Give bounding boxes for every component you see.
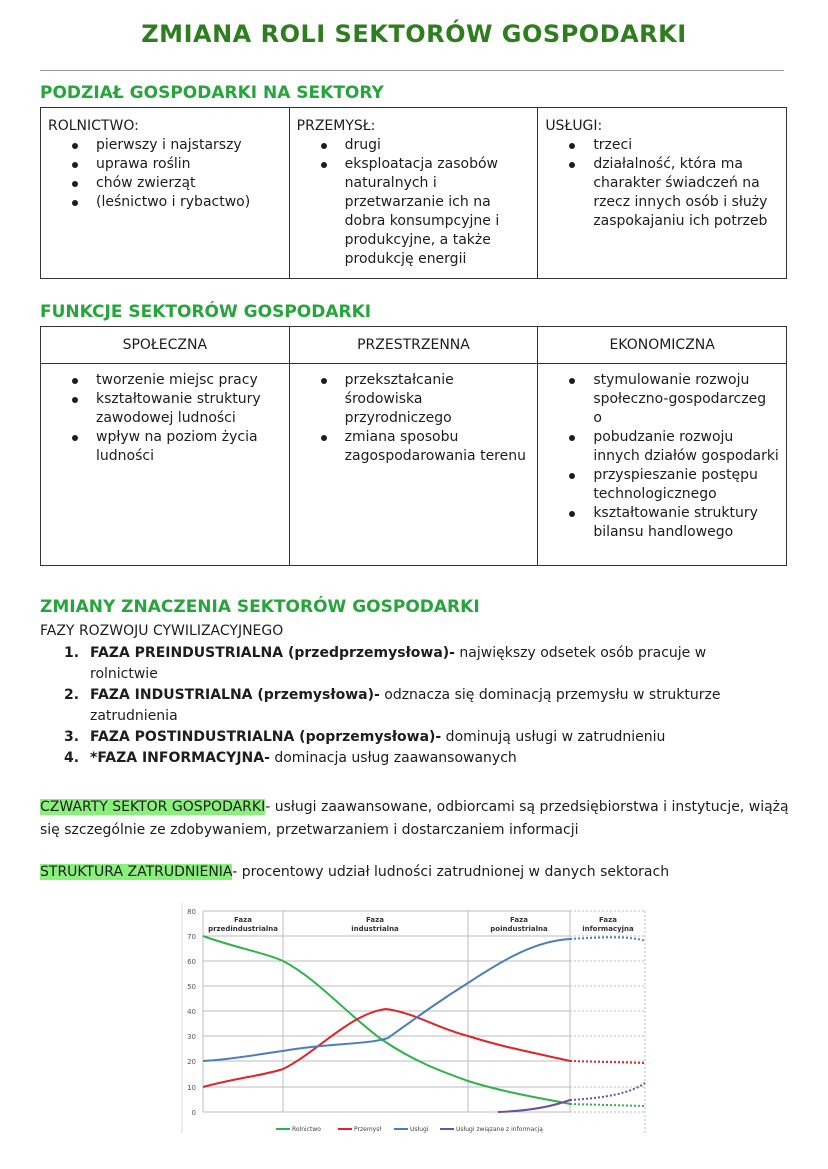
phase-desc: dominacja usług zaawansowanych [269, 750, 517, 766]
svg-text:0: 0 [191, 1109, 196, 1117]
list-item: zmiana sposobu zagospodarowania terenu [345, 428, 531, 466]
list-item: stymulowanie rozwoju społeczno-gospodarczeg o [593, 371, 779, 428]
sectors-table [40, 107, 787, 279]
list-item: pierwszy i najstarszy [96, 136, 282, 155]
phase-item: 1. FAZA PREINDUSTRIALNA (przedprzemysłowa)- największy odsetek osób pracuje w rolnictwie [64, 645, 707, 682]
svg-text:20: 20 [187, 1058, 196, 1066]
section-heading-functions: FUNKCJE SEKTORÓW GOSPODARKI [40, 302, 372, 322]
svg-text:Usługi związane z informacją: Usługi związane z informacją [456, 1126, 543, 1133]
svg-text:informacyjna: informacyjna [582, 925, 634, 933]
list-item: kształtowanie struktury zawodowej ludności [96, 390, 282, 428]
highlighted-term: STRUKTURA ZATRUDNIENIA [40, 864, 233, 880]
phase-name: FAZA POSTINDUSTRIALNA (poprzemysłowa)- [90, 729, 442, 745]
svg-text:Przemysł: Przemysł [354, 1126, 382, 1133]
svg-text:Faza: Faza [234, 916, 252, 924]
list-item: wpływ na poziom życia ludności [96, 428, 282, 466]
list-item: tworzenie miejsc pracy [96, 371, 282, 390]
sector-cell-services [538, 108, 787, 279]
function-header: SPOŁECZNA [41, 327, 290, 364]
page-title: ZMIANA ROLI SEKTORÓW GOSPODARKI [141, 20, 687, 48]
sector-cell-industry [289, 108, 538, 279]
sector-label: PRZEMYSŁ: [296, 118, 376, 134]
svg-text:80: 80 [187, 908, 196, 916]
function-cell-social [41, 364, 290, 566]
list-item: kształtowanie struktury bilansu handlowego [593, 504, 779, 542]
svg-text:poindustrialna: poindustrialna [490, 925, 548, 933]
sector-label: ROLNICTWO: [48, 118, 139, 134]
sector-label: USŁUGI: [545, 118, 603, 134]
svg-text:30: 30 [187, 1033, 196, 1041]
phase-desc: odznacza się dominacją przemysłu w strukturze zatrudnienia [90, 687, 721, 724]
svg-text:Faza: Faza [599, 916, 617, 924]
svg-text:10: 10 [187, 1084, 196, 1092]
phase-desc: dominują usługi w zatrudnieniu [441, 729, 666, 745]
section-heading-changes: ZMIANY ZNACZENIA SEKTORÓW GOSPODARKI [40, 597, 480, 617]
phase-item: 2. FAZA INDUSTRIALNA (przemysłowa)- odznacza się dominacją przemysłu w strukturze zatrudnienia [64, 687, 721, 724]
list-item: przyspieszanie postępu technologicznego [593, 466, 779, 504]
list-item: drugi [345, 136, 531, 155]
employment-structure-chart [176, 903, 652, 1139]
svg-text:Usługi: Usługi [410, 1126, 429, 1133]
list-item: pobudzanie rozwoju innych działów gospodarki [593, 429, 779, 464]
list-item: przekształcanie środowiska przyrodniczego [345, 371, 531, 428]
highlighted-term: CZWARTY SEKTOR GOSPODARKI [40, 799, 266, 815]
phase-name: FAZA INDUSTRIALNA (przemysłowa)- [90, 687, 380, 703]
phases-list [60, 643, 740, 769]
phase-name: *FAZA INFORMACYJNA- [90, 750, 270, 766]
phase-item: 4. *FAZA INFORMACYJNA- dominacja usług zaawansowanych [64, 750, 517, 766]
list-item: eksploatacja zasobów naturalnych i przetwarzanie ich na dobra konsumpcyjne i produkcyjne, a także produkcję energii [345, 155, 531, 269]
svg-text:70: 70 [187, 933, 196, 941]
list-item: działalność, która ma charakter świadczeń na rzecz innych osób i służy zaspokajaniu ich potrzeb [593, 155, 779, 231]
svg-text:40: 40 [187, 1008, 196, 1016]
list-item: uprawa roślin [96, 155, 282, 174]
function-header: PRZESTRZENNA [289, 327, 538, 364]
section-heading-sectors: PODZIAŁ GOSPODARKI NA SEKTORY [40, 83, 384, 103]
divider [40, 70, 784, 71]
phases-subheading: FAZY ROZWOJU CYWILIZACYJNEGO [40, 623, 284, 639]
svg-text:Rolnictwo: Rolnictwo [292, 1126, 321, 1133]
phase-item: 3. FAZA POSTINDUSTRIALNA (poprzemysłowa)- dominują usługi w zatrudnieniu [64, 729, 666, 745]
svg-text:przedindustrialna: przedindustrialna [208, 925, 278, 933]
function-header: EKONOMICZNA [538, 327, 787, 364]
svg-text:industrialna: industrialna [351, 925, 399, 933]
function-cell-spatial [289, 364, 538, 566]
function-cell-economic [538, 364, 787, 566]
svg-text:60: 60 [187, 958, 196, 966]
svg-text:Faza: Faza [510, 916, 528, 924]
sector-cell-agriculture [41, 108, 290, 279]
functions-table [40, 326, 787, 566]
list-item: chów zwierząt [96, 174, 282, 193]
employment-definition: STRUKTURA ZATRUDNIENIA- procentowy udział ludności zatrudnionej w danych sektorach [40, 864, 670, 880]
fourth-sector-definition: CZWARTY SEKTOR GOSPODARKI- usługi zaawansowane, odbiorcami są przedsiębiorstwa i instytucje, wiążą się szczególnie ze zdobywaniem, przetwarzaniem i dostarczaniem informacji [40, 799, 789, 838]
list-item: trzeci [593, 136, 779, 155]
phase-desc: największy odsetek osób pracuje w rolnictwie [90, 645, 707, 682]
phase-name: FAZA PREINDUSTRIALNA (przedprzemysłowa)- [90, 645, 455, 661]
svg-text:Faza: Faza [366, 916, 384, 924]
list-item: (leśnictwo i rybactwo) [96, 193, 282, 212]
svg-text:50: 50 [187, 983, 196, 991]
